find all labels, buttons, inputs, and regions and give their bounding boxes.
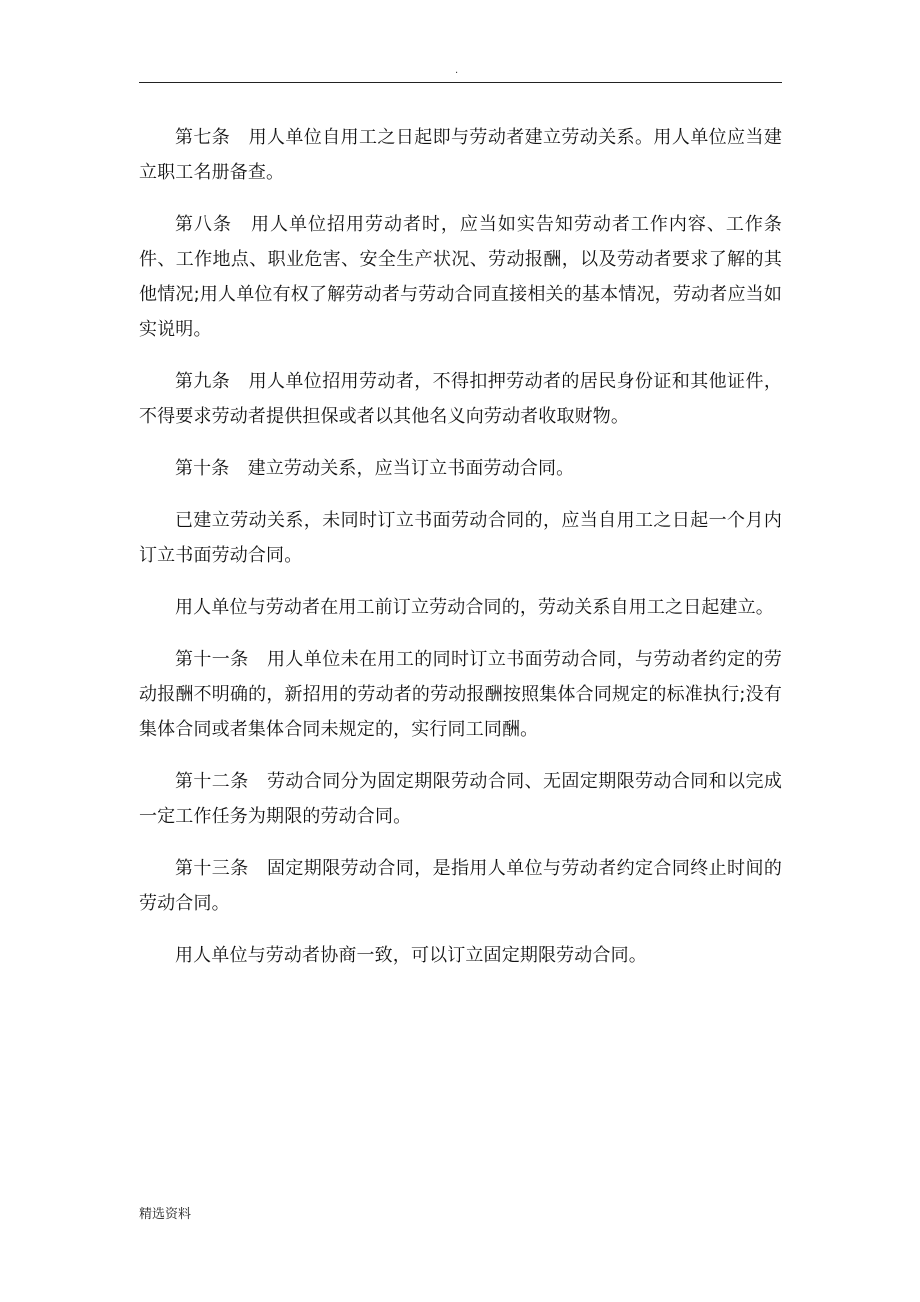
article-10-clause-3: 用人单位与劳动者在用工前订立劳动合同的，劳动关系自用工之日起建立。 — [175, 597, 774, 618]
article-8-paragraph: 第八条 用人单位招用劳动者时，应当如实告知劳动者工作内容、工作条件、工作地点、职业危害、安全生产状况、劳动报酬，以及劳动者要求了解的其他情况;用人单位有权了解劳动者与劳动合同直接相关的基本情况，劳动者应当如实说明。 — [139, 214, 782, 340]
header-mark: . — [455, 65, 459, 76]
article-12-paragraph: 第十二条 劳动合同分为固定期限劳动合同、无固定期限劳动合同和以完成一定工作任务为期限的劳动合同。 — [139, 771, 782, 827]
article-11-paragraph: 第十一条 用人单位未在用工的同时订立书面劳动合同，与劳动者约定的劳动报酬不明确的，新招用的劳动者的劳动报酬按照集体合同规定的标准执行;没有集体合同或者集体合同未规定的，实行同工同酬。 — [139, 649, 782, 740]
article-13-paragraph: 第十三条 固定期限劳动合同，是指用人单位与劳动者约定合同终止时间的劳动合同。 — [139, 858, 782, 914]
article-7-paragraph: 第七条 用人单位自用工之日起即与劳动者建立劳动关系。用人单位应当建立职工名册备查。 — [139, 127, 782, 183]
header-rule — [139, 82, 782, 83]
footer-label: 精选资料 — [139, 1207, 192, 1222]
document-body — [139, 120, 782, 990]
article-10-clause-2: 已建立劳动关系，未同时订立书面劳动合同的，应当自用工之日起一个月内订立书面劳动合同。 — [139, 510, 782, 566]
article-10-paragraph: 第十条 建立劳动关系，应当订立书面劳动合同。 — [175, 458, 575, 479]
article-9-paragraph: 第九条 用人单位招用劳动者，不得扣押劳动者的居民身份证和其他证件，不得要求劳动者提供担保或者以其他名义向劳动者收取财物。 — [139, 371, 782, 427]
article-13-clause-2: 用人单位与劳动者协商一致，可以订立固定期限劳动合同。 — [175, 945, 647, 966]
